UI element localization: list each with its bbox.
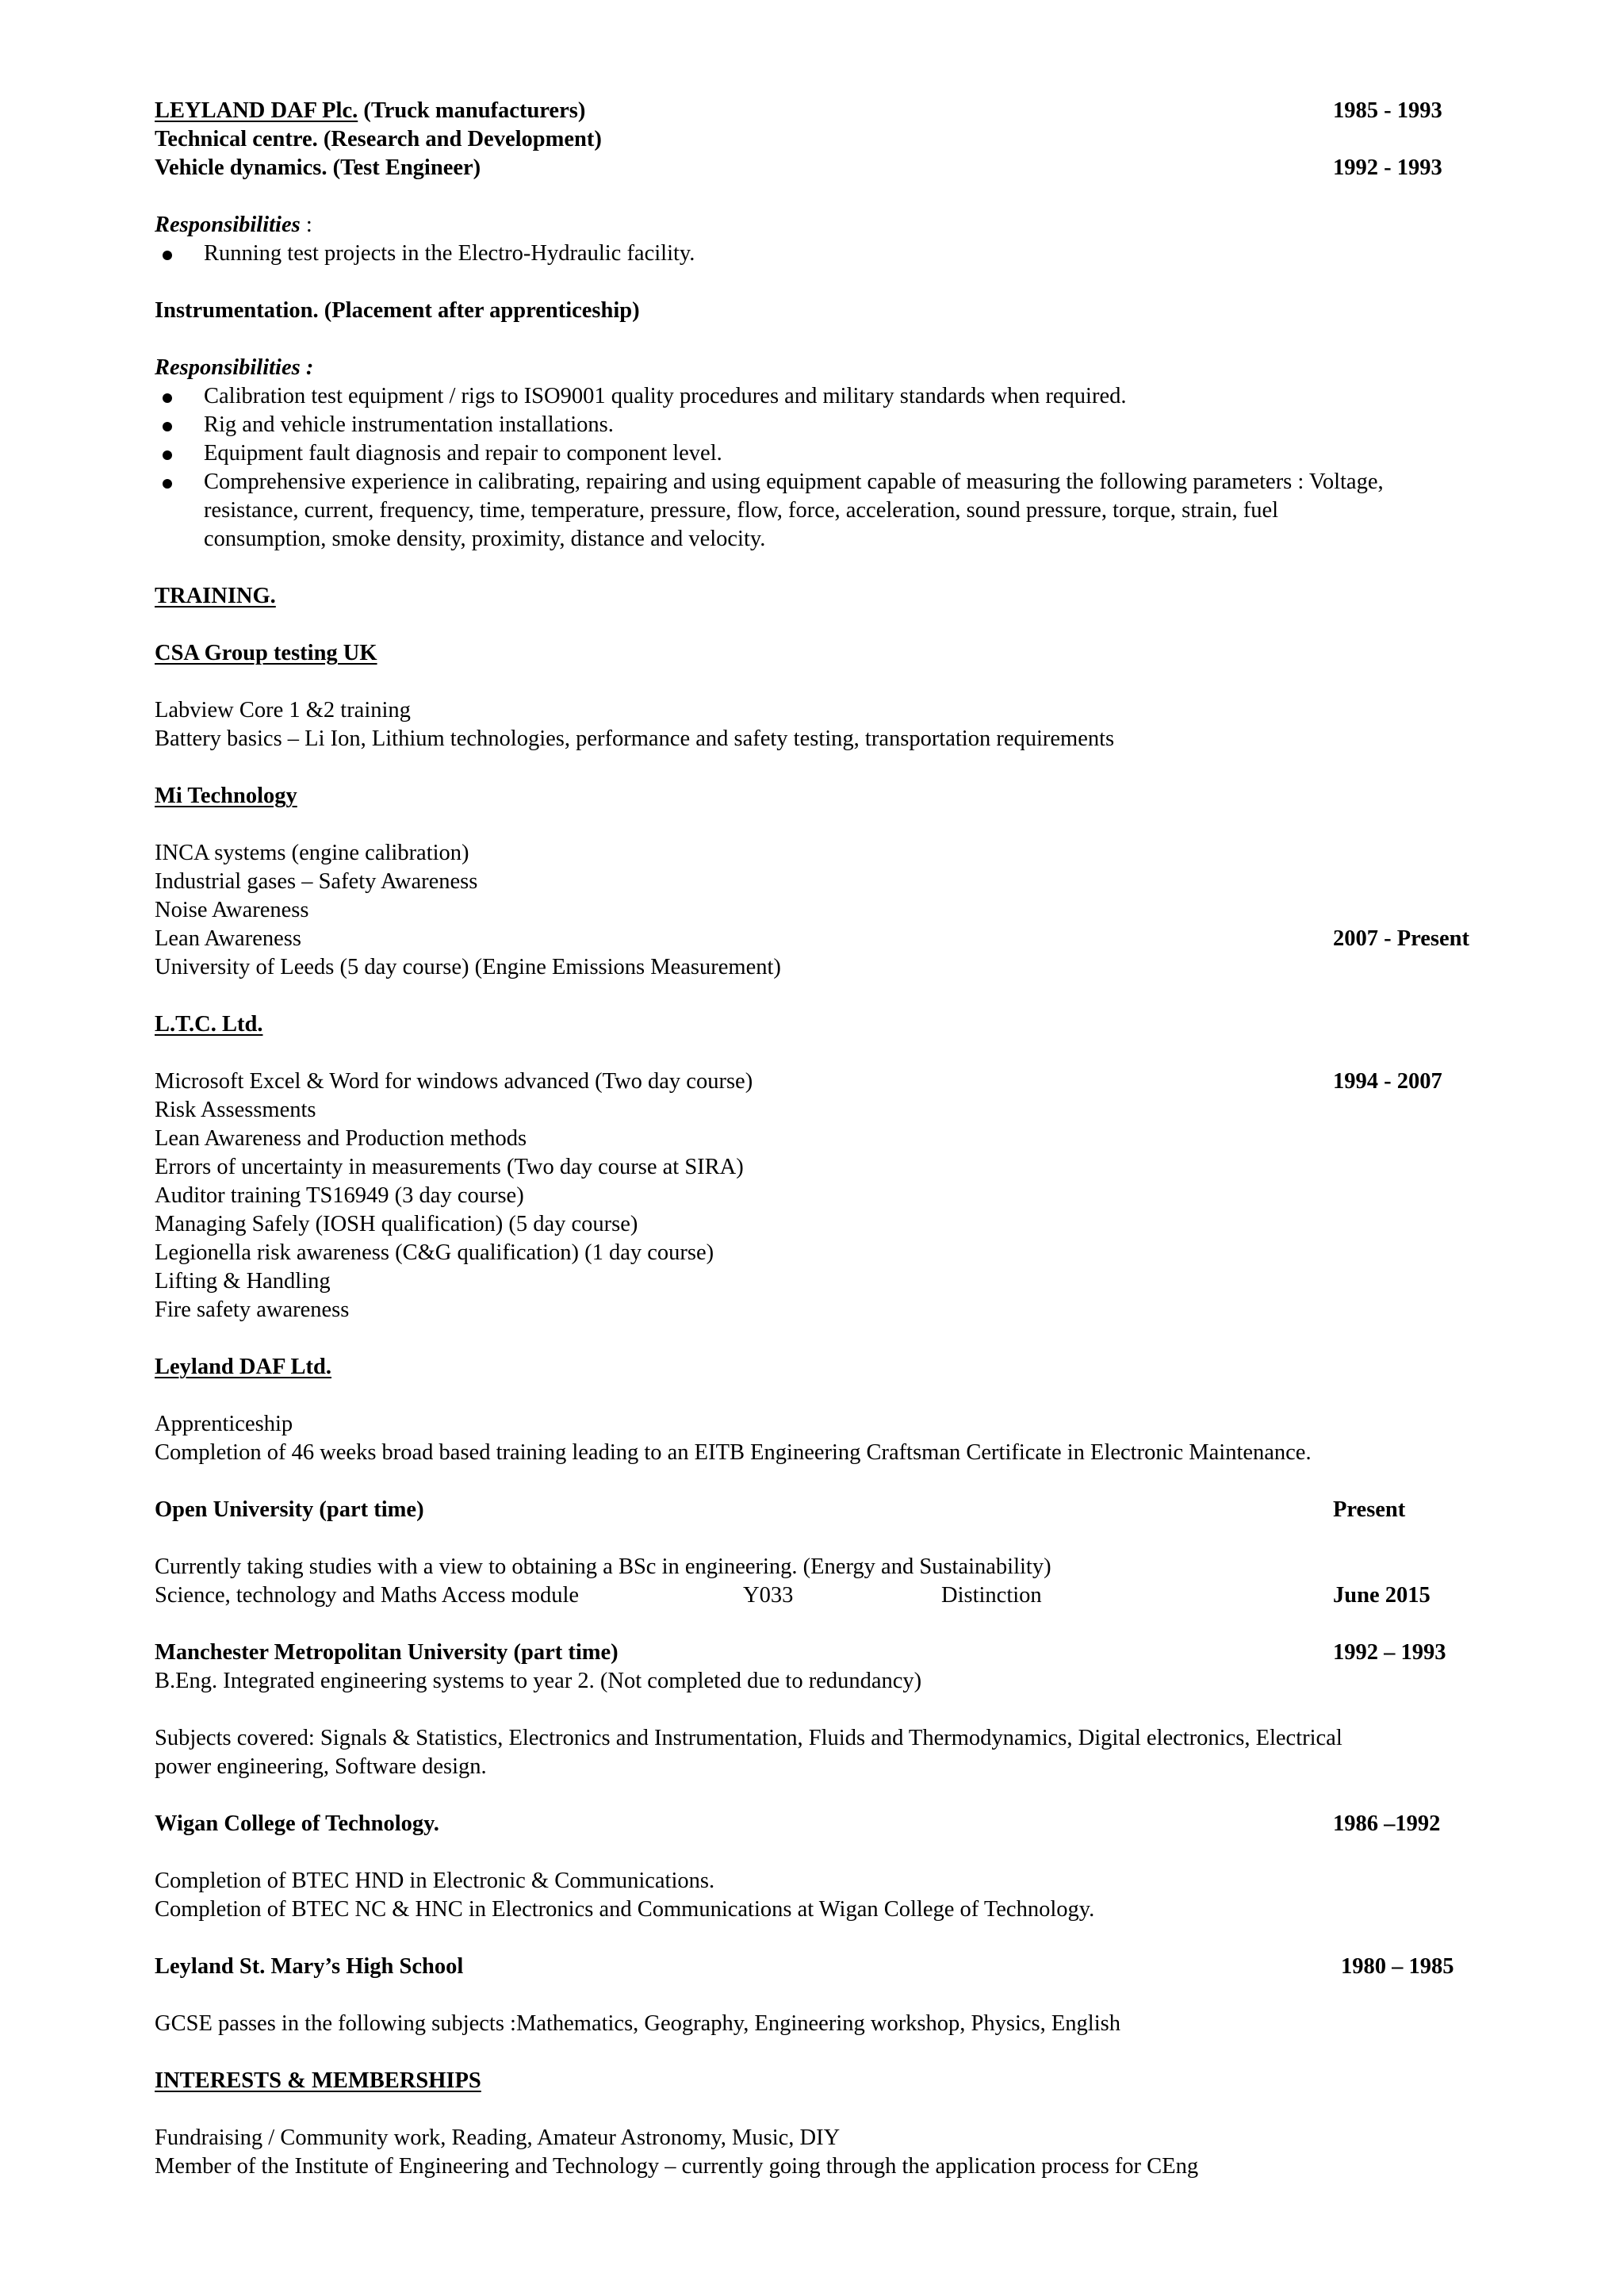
responsibility-item: Calibration test equipment / rigs to ISO9001 quality procedures and military standards when required. [204, 384, 1127, 408]
training-provider-mi: Mi Technology [155, 784, 297, 808]
education-subjects-continued: power engineering, Software design. [155, 1754, 487, 1779]
department-heading: Technical centre. (Research and Development) [155, 127, 602, 151]
responsibilities-label: Responsibilities : [155, 213, 312, 237]
training-item: Lean Awareness [155, 926, 301, 951]
employer-dates: 1985 - 1993 [1333, 98, 1442, 123]
placement-heading: Instrumentation. (Placement after apprenticeship) [155, 298, 640, 323]
education-module: Science, technology and Maths Access module [155, 1583, 580, 1608]
responsibility-item: Equipment fault diagnosis and repair to component level. [204, 441, 722, 466]
interest-item: Fundraising / Community work, Reading, Amateur Astronomy, Music, DIY [155, 2125, 841, 2150]
training-provider-csa: CSA Group testing UK [155, 641, 377, 665]
education-subjects: Subjects covered: Signals & Statistics, Electronics and Instrumentation, Fluids and Thermodynamics, Digital electronics, Electrical [155, 1726, 1342, 1750]
training-dates: 2007 - Present [1333, 926, 1470, 951]
education-detail: B.Eng. Integrated engineering systems to year 2. (Not completed due to redundancy) [155, 1669, 922, 1693]
education-detail: Currently taking studies with a view to obtaining a BSc in engineering. (Energy and Sustainability) [155, 1554, 1051, 1579]
section-heading-interests: INTERESTS & MEMBERSHIPS [155, 2068, 481, 2093]
bullet-icon [163, 479, 172, 489]
training-item: Errors of uncertainty in measurements (Two day course at SIRA) [155, 1155, 744, 1179]
bullet-icon [163, 251, 172, 260]
education-heading-wigan: Wigan College of Technology. [155, 1811, 439, 1836]
education-heading-school: Leyland St. Mary’s High School [155, 1954, 464, 1979]
education-dates: 1986 –1992 [1333, 1811, 1441, 1836]
education-detail: GCSE passes in the following subjects :Mathematics, Geography, Engineering workshop, Physics, English [155, 2011, 1120, 2036]
bullet-icon [163, 393, 172, 403]
responsibilities-label: Responsibilities : [155, 355, 314, 380]
education-detail: Completion of BTEC NC & HNC in Electronics and Communications at Wigan College of Technology. [155, 1897, 1095, 1922]
education-module-code: Y033 [743, 1583, 794, 1608]
training-item: INCA systems (engine calibration) [155, 841, 469, 865]
training-item: Apprenticeship [155, 1412, 293, 1436]
responsibility-item: Running test projects in the Electro-Hydraulic facility. [204, 241, 695, 266]
training-item: Battery basics – Li Ion, Lithium technologies, performance and safety testing, transportation requirements [155, 726, 1115, 751]
employer-note: (Truck manufacturers) [358, 98, 586, 123]
section-heading-training: TRAINING. [155, 584, 276, 608]
education-dates: Present [1333, 1497, 1406, 1522]
training-item: Lean Awareness and Production methods [155, 1126, 527, 1151]
training-item: Fire safety awareness [155, 1297, 350, 1322]
responsibility-item-continued: resistance, current, frequency, time, temperature, pressure, flow, force, acceleration, sound pressure, torque, strain, fuel [204, 498, 1279, 523]
training-item: Managing Safely (IOSH qualification) (5 day course) [155, 1212, 638, 1236]
education-detail: Completion of BTEC HND in Electronic & Communications. [155, 1869, 715, 1893]
education-dates: 1992 – 1993 [1333, 1640, 1446, 1665]
training-provider-daf: Leyland DAF Ltd. [155, 1355, 332, 1379]
interest-item: Member of the Institute of Engineering and Technology – currently going through the application process for CEng [155, 2154, 1199, 2179]
training-item: Microsoft Excel & Word for windows advanced (Two day course) [155, 1069, 753, 1094]
education-module-grade: Distinction [941, 1583, 1042, 1608]
responsibility-item: Comprehensive experience in calibrating, repairing and using equipment capable of measuring the following parameters : Voltage, [204, 470, 1384, 494]
bullet-icon [163, 450, 172, 460]
training-dates: 1994 - 2007 [1333, 1069, 1442, 1094]
training-item: University of Leeds (5 day course) (Engine Emissions Measurement) [155, 955, 781, 979]
education-heading-ou: Open University (part time) [155, 1497, 424, 1522]
responsibility-item: Rig and vehicle instrumentation installations. [204, 412, 614, 437]
training-item: Auditor training TS16949 (3 day course) [155, 1183, 524, 1208]
training-item: Completion of 46 weeks broad based training leading to an EITB Engineering Craftsman Certificate in Electronic Maintenance. [155, 1440, 1312, 1465]
responsibility-item-continued: consumption, smoke density, proximity, distance and velocity. [204, 527, 766, 551]
training-provider-ltc: L.T.C. Ltd. [155, 1012, 263, 1037]
training-item: Noise Awareness [155, 898, 309, 922]
education-heading-mmu: Manchester Metropolitan University (part time) [155, 1640, 619, 1665]
training-item: Legionella risk awareness (C&G qualification) (1 day course) [155, 1240, 714, 1265]
education-module-date: June 2015 [1333, 1583, 1431, 1608]
bullet-icon [163, 422, 172, 431]
education-dates: 1980 – 1985 [1341, 1954, 1454, 1979]
employer-heading [155, 97, 585, 125]
employer-name: LEYLAND DAF Plc. [155, 98, 358, 123]
role-heading: Vehicle dynamics. (Test Engineer) [155, 155, 481, 180]
role-dates: 1992 - 1993 [1333, 155, 1442, 180]
training-item: Industrial gases – Safety Awareness [155, 869, 478, 894]
training-item: Lifting & Handling [155, 1269, 331, 1294]
training-item: Risk Assessments [155, 1098, 316, 1122]
training-item: Labview Core 1 &2 training [155, 698, 411, 723]
